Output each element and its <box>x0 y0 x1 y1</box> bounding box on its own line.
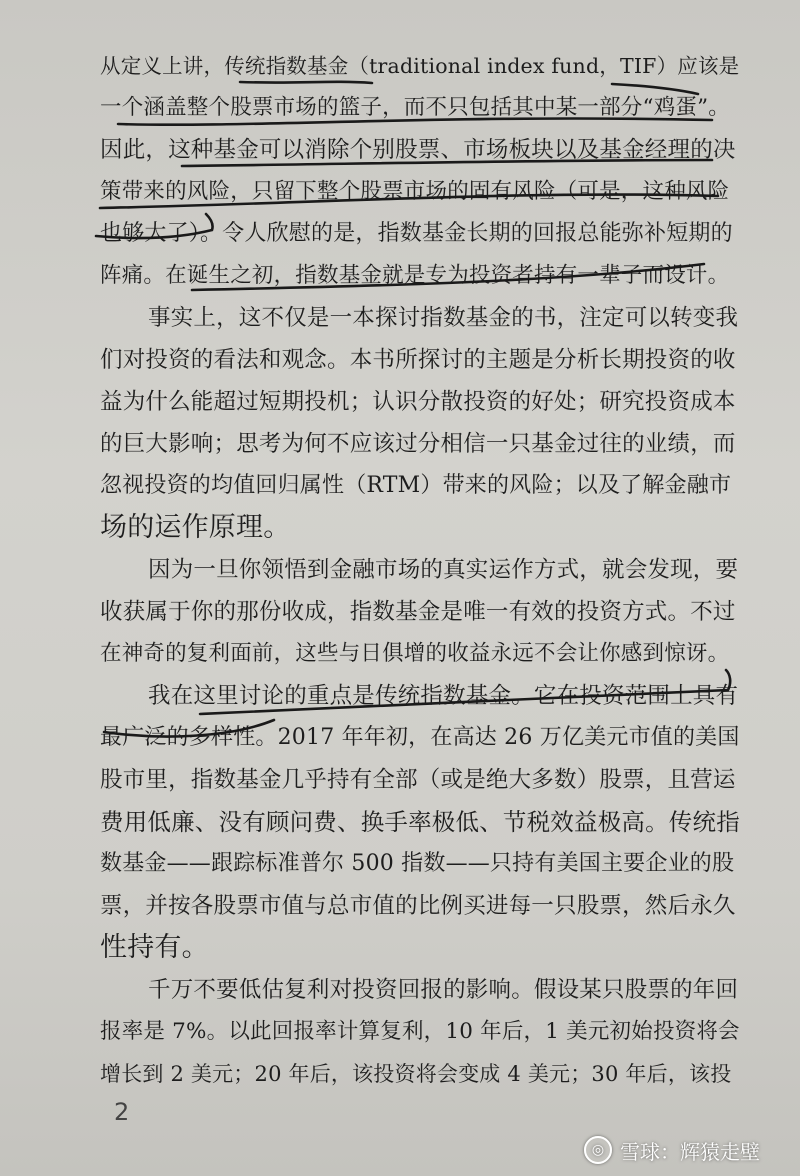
text-line: 策带来的风险，只留下整个股票市场的固有风险（可是，这种风险 <box>100 179 730 204</box>
text-line: 因为一旦你领悟到金融市场的真实运作方式，就会发现，要 <box>148 557 739 583</box>
text-line: 一个涵盖整个股票市场的篮子，而不只包括其中某一部分“鸡蛋”。 <box>100 95 730 120</box>
text-line: 阵痛。在诞生之初，指数基金就是专为投资者持有一辈子而设计。 <box>100 263 730 288</box>
text-line: 增长到 2 美元；20 年后，该投资将会变成 4 美元；30 年后，该投 <box>100 1062 732 1086</box>
underline-stroke <box>612 84 698 94</box>
text-line: 事实上，这不仅是一本探讨指数基金的书，注定可以转变我 <box>148 305 739 331</box>
text-line: 场的运作原理。 <box>100 512 291 543</box>
underline-group <box>96 82 730 737</box>
underline-stroke <box>104 720 274 736</box>
text-line: 我在这里讨论的重点是传统指数基金。它在投资范围上具有 <box>148 683 739 709</box>
text-line: 从定义上讲，传统指数基金（traditional index fund，TIF）应该是 <box>100 54 740 78</box>
text-line: 在神奇的复利面前，这些与日俱增的收益永远不会让你感到惊讶。 <box>100 641 730 666</box>
text-line: 忽视投资的均值回归属性（RTM）带来的风险；以及了解金融市 <box>100 473 732 498</box>
text-line: 因此，这种基金可以消除个别股票、市场板块以及基金经理的决 <box>100 137 736 163</box>
underline-stroke <box>182 160 712 166</box>
text-line: 性持有。 <box>100 932 209 963</box>
text-line: 也够大了）。令人欣慰的是，指数基金长期的回报总能弥补短期的 <box>100 221 733 246</box>
underline-stroke <box>240 82 372 83</box>
text-line: 费用低廉、没有顾问费、换手率极低、节税效益极高。传统指 <box>100 808 740 836</box>
underline-stroke <box>200 670 730 714</box>
watermark-text: 雪球：辉猿走壁 <box>620 1139 760 1164</box>
text-line: 益为什么能超过短期投机；认识分散投资的好处；研究投资成本 <box>100 389 736 415</box>
text-line: 股市里，指数基金几乎持有全部（或是绝大多数）股票，且营运 <box>100 767 736 793</box>
underline-stroke <box>192 264 704 290</box>
text-line: 千万不要低估复利对投资回报的影响。假设某只股票的年回 <box>148 977 739 1003</box>
underline-stroke <box>96 214 213 238</box>
page-number: 2 <box>114 1098 130 1126</box>
watermark <box>584 1130 784 1170</box>
text-line: 收获属于你的那份收成，指数基金是唯一有效的投资方式。不过 <box>100 599 736 625</box>
underline-stroke <box>100 195 718 208</box>
underline-stroke <box>118 118 712 124</box>
snowball-logo-icon: ◎ <box>584 1136 612 1164</box>
text-line: 们对投资的看法和观念。本书所探讨的主题是分析长期投资的收 <box>100 347 736 373</box>
text-line: 最广泛的多样性。2017 年年初，在高达 26 万亿美元市值的美国 <box>100 725 740 750</box>
text-line: 的巨大影响；思考为何不应该过分相信一只基金过往的业绩，而 <box>100 431 736 457</box>
text-line: 票，并按各股票市值与总市值的比例买进每一只股票，然后永久 <box>100 893 736 919</box>
text-line: 报率是 7%。以此回报率计算复利，10 年后，1 美元初始投资将会 <box>100 1019 740 1044</box>
text-line: 数基金——跟踪标准普尔 500 指数——只持有美国主要企业的股 <box>100 851 735 876</box>
